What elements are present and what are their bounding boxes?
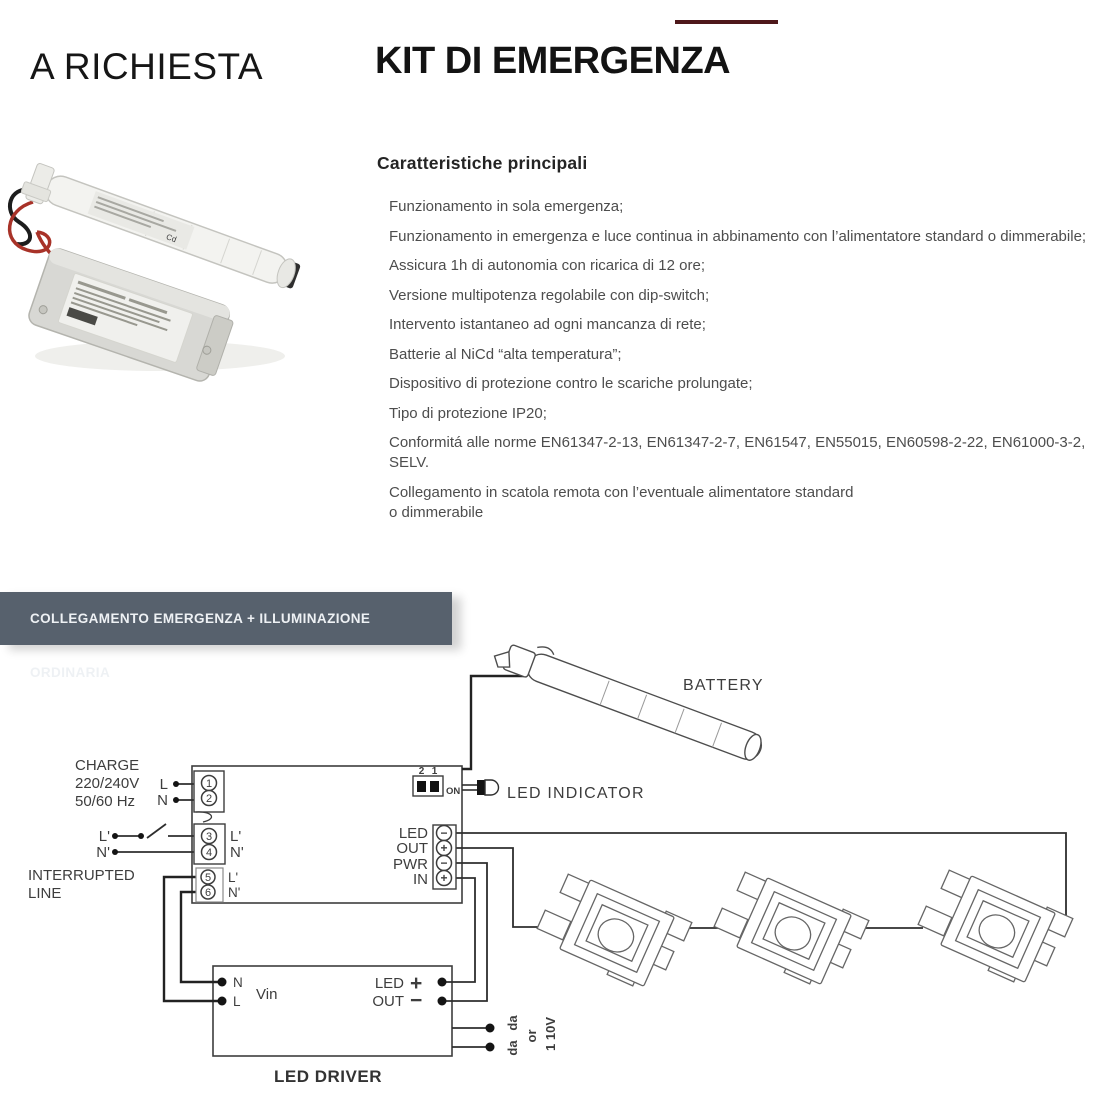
dim-terminal-bottom <box>486 1043 495 1052</box>
driver-l-label: L <box>233 994 241 1009</box>
dim-volts-label: 1 10V <box>543 1017 558 1051</box>
recessed-fixture-3 <box>918 870 1073 982</box>
terminal-3-label: L' <box>230 828 242 845</box>
terminal-5-label: L' <box>228 870 239 885</box>
dot-l <box>173 781 179 787</box>
led-out-label-1: LED <box>398 825 428 842</box>
terminal-1-number: 1 <box>205 778 213 790</box>
driver-n-label: N <box>233 975 243 990</box>
terminal-4-label: N' <box>230 844 244 861</box>
dip-on-label: ON <box>446 786 461 797</box>
terminal-5-number: 5 <box>204 872 212 884</box>
dip-1-label: 1 <box>431 766 438 777</box>
polarity-led-out-plus: + <box>440 841 448 855</box>
dot-lp <box>112 833 118 839</box>
features-section <box>377 153 1092 532</box>
feature-item: Batterie al NiCd “alta temperatura”; <box>389 345 622 363</box>
feature-item: Conformitá alle norme EN61347-2-13, EN61347-2-7, EN61547, EN55015, EN60598-2-22, EN61000-3-2, SELV. <box>389 434 1086 471</box>
driver-out-label: OUT <box>372 993 404 1010</box>
polarity-led-out-minus: − <box>440 826 448 840</box>
wire-battery <box>462 676 527 769</box>
line-l-label: L' <box>98 828 110 845</box>
terminal-6-number: 6 <box>204 887 212 899</box>
section-banner <box>0 592 452 680</box>
driver-vin-label: Vin <box>256 986 278 1003</box>
mains-n-label: N <box>157 792 168 809</box>
driver-l-terminal <box>218 997 227 1006</box>
recessed-fixture-1 <box>537 874 692 986</box>
dip-2-label: 2 <box>418 766 425 777</box>
voltage-label: 220/240V <box>75 775 140 792</box>
polarity-pwr-in-minus: − <box>440 856 448 870</box>
feature-item: Collegamento in scatola remota con l’eventuale alimentatore standard o dimmerabile <box>389 483 854 521</box>
polarity-pwr-in-plus: + <box>440 871 448 885</box>
pwr-in-label-2: IN <box>413 871 428 888</box>
driver-n-terminal <box>218 978 227 987</box>
product-photo <box>5 148 350 403</box>
terminal-2-number: 2 <box>205 793 213 805</box>
led-out-label-2: OUT <box>396 840 428 857</box>
section-banner-text: COLLEGAMENTO EMERGENZA + ILLUMINAZIONE ORDINARIA <box>30 611 371 680</box>
driver-out-minus-terminal <box>438 997 447 1006</box>
dot-switch <box>138 833 144 839</box>
recessed-fixture-2 <box>714 872 869 984</box>
on-request-label: A RICHIESTA <box>30 46 264 87</box>
terminal-4-number: 4 <box>205 847 213 859</box>
feature-item: Versione multipotenza regolabile con dip-switch; <box>389 286 710 304</box>
dot-n <box>173 797 179 803</box>
interrupted-label: INTERRUPTED <box>28 867 135 884</box>
driver-out-plus-terminal <box>438 978 447 987</box>
terminal-6-label: N' <box>228 885 241 900</box>
switch-blade <box>147 824 166 838</box>
feature-item: Intervento istantaneo ad ogni mancanza di rete; <box>389 316 706 333</box>
line-n-label: N' <box>96 844 110 861</box>
led-indicator-label: LED INDICATOR <box>507 785 645 802</box>
feature-item: Assicura 1h di autonomia con ricarica di 12 ore; <box>389 257 705 274</box>
pwr-in-label-1: PWR <box>393 856 428 873</box>
battery-label: BATTERY <box>683 677 764 694</box>
charge-label: CHARGE <box>75 757 140 774</box>
wiring-diagram <box>0 640 1100 1100</box>
line-label: LINE <box>28 885 62 902</box>
battery-drawing <box>491 640 767 763</box>
wire-led-out-plus <box>452 848 547 927</box>
led-indicator-symbol <box>462 780 499 795</box>
driver-led-label: LED <box>374 975 404 992</box>
dim-or-label: or <box>524 1029 539 1043</box>
dip-switch <box>413 776 443 796</box>
page-title: KIT DI EMERGENZA <box>375 40 731 82</box>
feature-item: Funzionamento in emergenza e luce continua in abbinamento con l’alimentatore standard o dimmerabile; <box>389 227 1087 245</box>
dim-da-bottom-label: da <box>505 1040 520 1056</box>
dim-terminal-top <box>486 1024 495 1033</box>
feature-item: Tipo di protezione IP20; <box>389 404 547 422</box>
features-heading: Caratteristiche principali <box>377 153 588 173</box>
frequency-label: 50/60 Hz <box>75 793 136 810</box>
mains-l-label: L <box>159 776 168 793</box>
driver-minus-sign: − <box>410 989 423 1012</box>
feature-item: Dispositivo di protezione contro le scariche prolungate; <box>389 375 753 392</box>
battery-cd-mark: Cd <box>164 232 178 245</box>
dim-da-top-label: da <box>505 1015 520 1031</box>
title-accent-bar <box>675 20 778 24</box>
dot-np <box>112 849 118 855</box>
led-driver-caption: LED DRIVER <box>274 1067 382 1086</box>
feature-item: Funzionamento in sola emergenza; <box>389 198 624 215</box>
driver-plus-sign: + <box>410 972 423 995</box>
terminal-3-number: 3 <box>205 831 213 843</box>
